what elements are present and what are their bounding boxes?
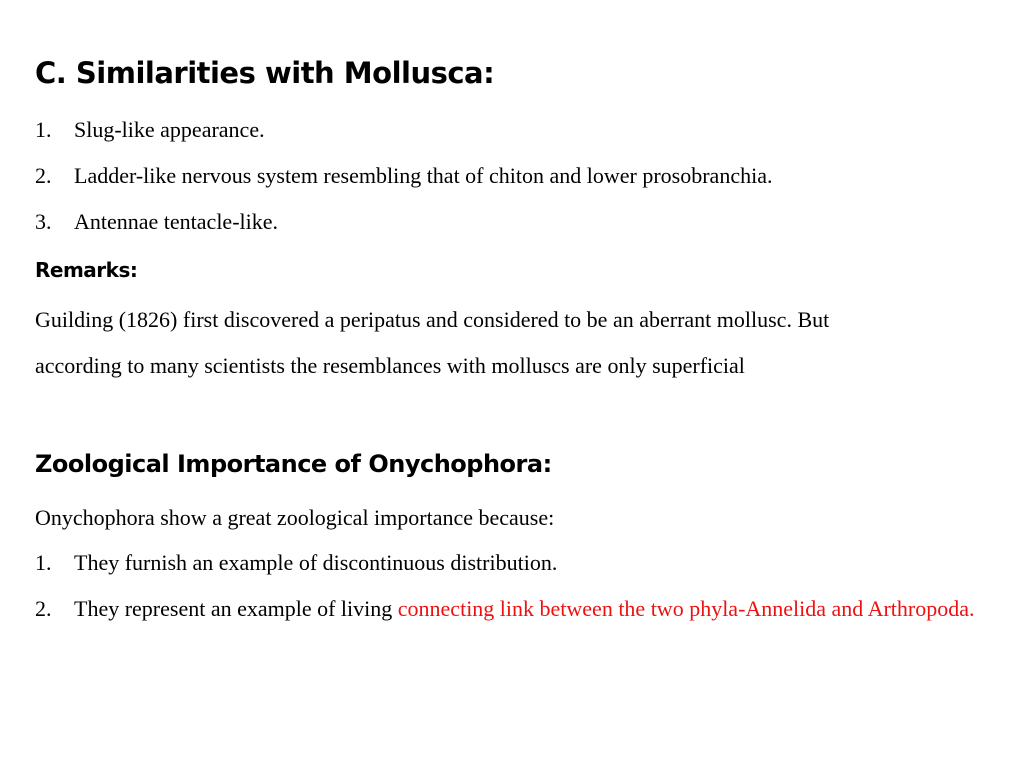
list-item <box>35 153 975 199</box>
remarks-line-2: according to many scientists the resemblances with molluscs are only superficial <box>35 353 745 378</box>
remarks-line-1: Guilding (1826) first discovered a peripatus and considered to be an aberrant mollusc. But <box>35 307 830 332</box>
list-number: 2. <box>35 596 52 621</box>
list-text: Ladder-like nervous system resembling that of chiton and lower prosobranchia. <box>74 163 773 188</box>
list-number: 2. <box>35 163 52 188</box>
list-number: 1. <box>35 117 52 142</box>
list-number: 3. <box>35 209 52 234</box>
highlighted-text: connecting link between the two phyla-Annelida and Arthropoda. <box>397 596 975 621</box>
list-item <box>35 586 975 632</box>
section-heading-mollusca: C. Similarities with Mollusca: <box>35 56 495 90</box>
list-text: They furnish an example of discontinuous distribution. <box>74 550 558 575</box>
list-text: Antennae tentacle-like. <box>74 209 279 234</box>
list-text: They represent an example of living <box>74 596 398 621</box>
list-number: 1. <box>35 550 52 575</box>
list-text: Slug-like appearance. <box>74 117 265 142</box>
importance-intro: Onychophora show a great zoological importance because: <box>35 505 555 530</box>
list-item <box>35 540 975 586</box>
list-text-wrapper <box>74 586 975 632</box>
list-item <box>35 107 975 153</box>
section-heading-importance: Zoological Importance of Onychophora: <box>35 450 552 478</box>
list-item <box>35 199 975 245</box>
remarks-heading: Remarks: <box>35 258 138 282</box>
